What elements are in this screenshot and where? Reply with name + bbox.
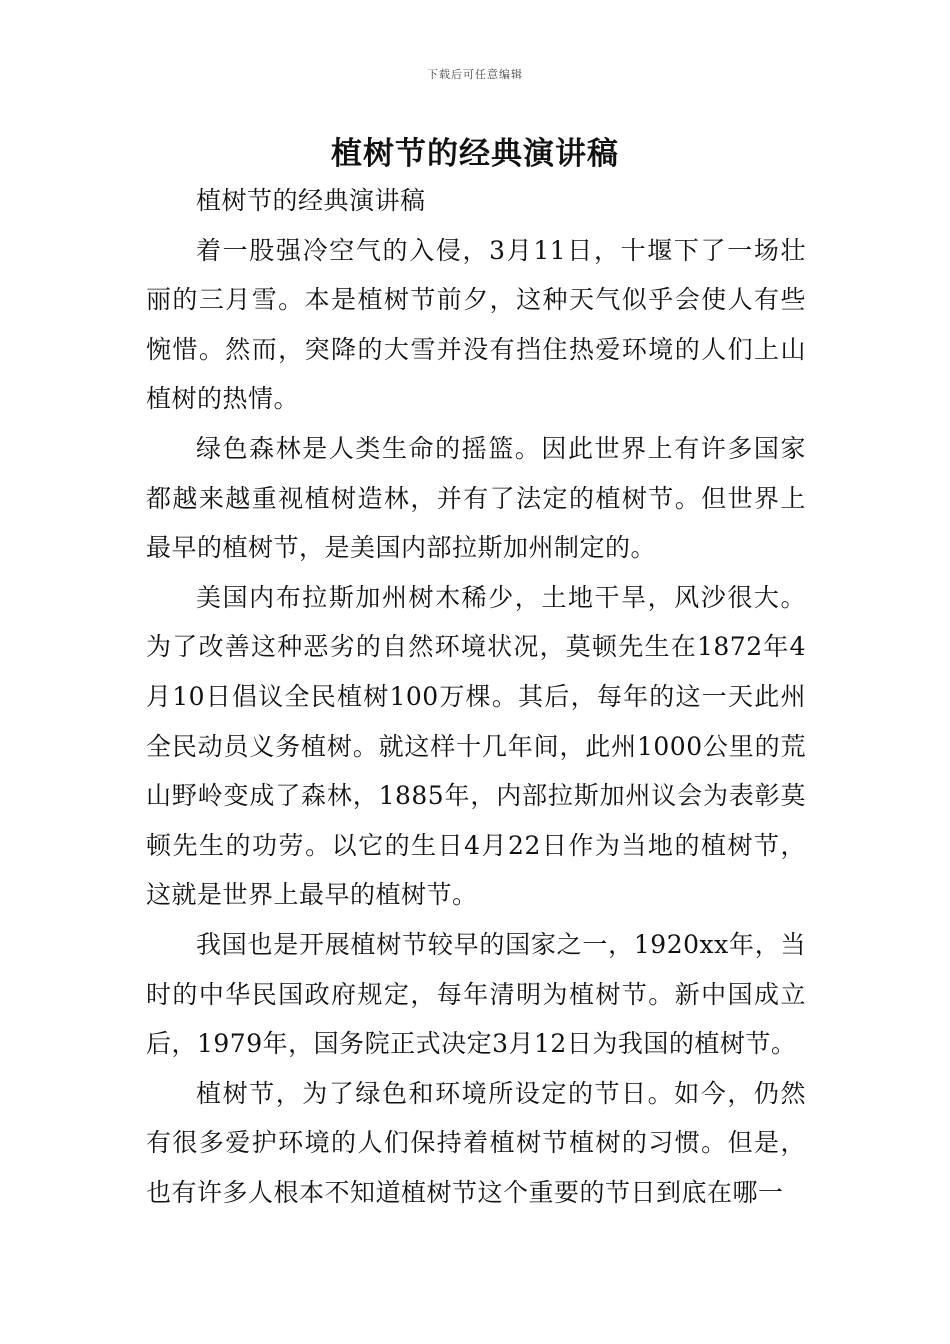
paragraph: 绿色森林是人类生命的摇篮。因此世界上有许多国家都越来越重视植树造林，并有了法定的植树节。但世界上最早的植树节，是美国内部拉斯加州制定的。 xyxy=(146,433,806,563)
document-body xyxy=(146,176,806,1217)
subtitle-paragraph: 植树节的经典演讲稿 xyxy=(196,186,426,215)
header-note: 下载后可任意编辑 xyxy=(427,68,523,81)
paragraph: 植树节，为了绿色和环境所设定的节日。如今，仍然有很多爱护环境的人们保持着植树节植树的习惯。但是，也有许多人根本不知道植树节这个重要的节日到底在哪一 xyxy=(146,1078,806,1207)
paragraph: 美国内布拉斯加州树木稀少，土地干旱，风沙很大。为了改善这种恶劣的自然环境状况，莫顿先生在1872年4月10日倡议全民植树100万棵。其后，每年的这一天此州全民动员义务植树。就这样十几年间，此州1000公里的荒山野岭变成了森林，1885年，内部拉斯加州议会为表彰莫顿先生的功劳。以它的生日4月22日作为当地的植树节，这就是世界上最早的植树节。 xyxy=(146,582,806,910)
paragraph: 着一股强冷空气的入侵，3月11日，十堰下了一场壮丽的三月雪。本是植树节前夕，这种天气似乎会使人有些惋惜。然而，突降的大雪并没有挡住热爱环境的人们上山植树的热情。 xyxy=(146,235,806,414)
page-title: 植树节的经典演讲稿 xyxy=(331,136,619,172)
paragraph: 我国也是开展植树节较早的国家之一，1920xx年，当时的中华民国政府规定，每年清明为植树节。新中国成立后，1979年，国务院正式决定3月12日为我国的植树节。 xyxy=(146,929,806,1059)
